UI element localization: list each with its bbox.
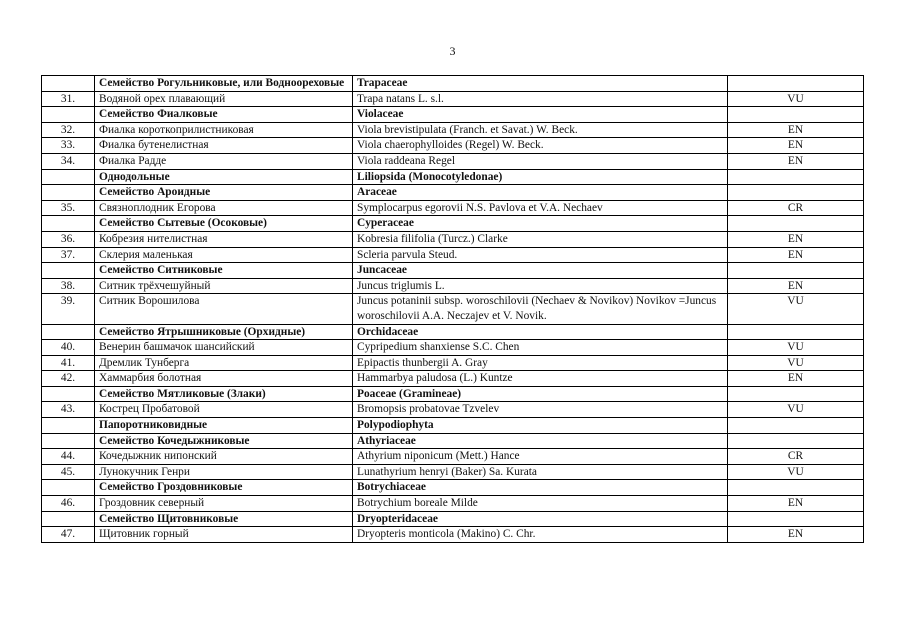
russian-name-cell: Хаммарбия болотная [95, 371, 353, 387]
latin-name-cell: Epipactis thunbergii A. Gray [353, 355, 728, 371]
status-cell [728, 386, 864, 402]
russian-name-cell: Лунокучник Генри [95, 464, 353, 480]
latin-name-cell: Juncaceae [353, 263, 728, 279]
russian-name-cell: Фиалка Радде [95, 153, 353, 169]
status-cell [728, 324, 864, 340]
table-row [42, 231, 864, 247]
row-number-cell: 40. [42, 340, 95, 356]
latin-name-cell: Cyperaceae [353, 216, 728, 232]
family-header-row [42, 185, 864, 201]
row-number-cell: 46. [42, 496, 95, 512]
family-header-row [42, 418, 864, 434]
status-cell [728, 107, 864, 123]
russian-name-cell: Семейство Щитовниковые [95, 511, 353, 527]
latin-name-cell: Botrychiaceae [353, 480, 728, 496]
row-number-cell [42, 216, 95, 232]
row-number-cell: 31. [42, 91, 95, 107]
family-header-row [42, 107, 864, 123]
status-cell: EN [728, 138, 864, 154]
table-row [42, 200, 864, 216]
row-number-cell: 37. [42, 247, 95, 263]
russian-name-cell: Фиалка короткоприлистниковая [95, 122, 353, 138]
latin-name-cell: Trapa natans L. s.l. [353, 91, 728, 107]
latin-name-cell: Polypodiophyta [353, 418, 728, 434]
row-number-cell: 39. [42, 294, 95, 324]
latin-name-cell: Symplocarpus egorovii N.S. Pavlova et V.A. Nechaev [353, 200, 728, 216]
row-number-cell: 47. [42, 527, 95, 543]
row-number-cell [42, 418, 95, 434]
family-header-row [42, 511, 864, 527]
status-cell: EN [728, 247, 864, 263]
family-header-row [42, 386, 864, 402]
russian-name-cell: Семейство Рогульниковые, или Водноореховые [95, 76, 353, 92]
table-row [42, 294, 864, 324]
family-header-row [42, 433, 864, 449]
species-table-body [42, 76, 864, 543]
latin-name-cell: Orchidaceae [353, 324, 728, 340]
latin-name-cell: Viola chaerophylloides (Regel) W. Beck. [353, 138, 728, 154]
table-row [42, 449, 864, 465]
russian-name-cell: Семейство Сытевые (Осоковые) [95, 216, 353, 232]
status-cell [728, 418, 864, 434]
row-number-cell [42, 480, 95, 496]
russian-name-cell: Ситник трёхчешуйный [95, 278, 353, 294]
table-row [42, 402, 864, 418]
latin-name-cell: Hammarbya paludosa (L.) Kuntze [353, 371, 728, 387]
russian-name-cell: Семейство Ситниковые [95, 263, 353, 279]
status-cell: EN [728, 496, 864, 512]
status-cell: EN [728, 527, 864, 543]
table-row [42, 355, 864, 371]
latin-name-cell: Violaceae [353, 107, 728, 123]
russian-name-cell: Семейство Фиалковые [95, 107, 353, 123]
status-cell [728, 76, 864, 92]
row-number-cell: 45. [42, 464, 95, 480]
latin-name-cell: Athyrium niponicum (Mett.) Hance [353, 449, 728, 465]
status-cell: EN [728, 153, 864, 169]
species-table [41, 75, 864, 543]
table-row [42, 496, 864, 512]
row-number-cell [42, 185, 95, 201]
status-cell: VU [728, 91, 864, 107]
family-header-row [42, 480, 864, 496]
row-number-cell: 35. [42, 200, 95, 216]
russian-name-cell: Семейство Ароидные [95, 185, 353, 201]
latin-name-cell: Viola raddeana Regel [353, 153, 728, 169]
russian-name-cell: Кобрезия нителистная [95, 231, 353, 247]
row-number-cell [42, 386, 95, 402]
family-header-row [42, 76, 864, 92]
status-cell: VU [728, 355, 864, 371]
status-cell [728, 433, 864, 449]
russian-name-cell: Ситник Ворошилова [95, 294, 353, 324]
row-number-cell: 38. [42, 278, 95, 294]
row-number-cell [42, 169, 95, 185]
russian-name-cell: Водяной орех плавающий [95, 91, 353, 107]
russian-name-cell: Кочедыжник нипонский [95, 449, 353, 465]
latin-name-cell: Dryopteridaceae [353, 511, 728, 527]
family-header-row [42, 263, 864, 279]
row-number-cell: 42. [42, 371, 95, 387]
russian-name-cell: Папоротниковидные [95, 418, 353, 434]
table-row [42, 527, 864, 543]
latin-name-cell: Araceae [353, 185, 728, 201]
row-number-cell: 32. [42, 122, 95, 138]
russian-name-cell: Семейство Мятликовые (Злаки) [95, 386, 353, 402]
latin-name-cell: Athyriaceae [353, 433, 728, 449]
latin-name-cell: Scleria parvula Steud. [353, 247, 728, 263]
table-row [42, 247, 864, 263]
status-cell: EN [728, 371, 864, 387]
latin-name-cell: Dryopteris monticola (Makino) C. Chr. [353, 527, 728, 543]
russian-name-cell: Венерин башмачок шансийский [95, 340, 353, 356]
table-row [42, 340, 864, 356]
table-row [42, 91, 864, 107]
status-cell: VU [728, 464, 864, 480]
table-row [42, 464, 864, 480]
row-number-cell [42, 433, 95, 449]
row-number-cell [42, 324, 95, 340]
table-row [42, 138, 864, 154]
row-number-cell: 34. [42, 153, 95, 169]
status-cell: EN [728, 278, 864, 294]
russian-name-cell: Семейство Ятрышниковые (Орхидные) [95, 324, 353, 340]
russian-name-cell: Дремлик Тунберга [95, 355, 353, 371]
latin-name-cell: Juncus triglumis L. [353, 278, 728, 294]
family-header-row [42, 324, 864, 340]
row-number-cell: 36. [42, 231, 95, 247]
status-cell: VU [728, 402, 864, 418]
status-cell [728, 216, 864, 232]
status-cell: CR [728, 200, 864, 216]
status-cell [728, 169, 864, 185]
status-cell [728, 480, 864, 496]
russian-name-cell: Однодольные [95, 169, 353, 185]
row-number-cell: 33. [42, 138, 95, 154]
russian-name-cell: Щитовник горный [95, 527, 353, 543]
status-cell [728, 511, 864, 527]
row-number-cell: 41. [42, 355, 95, 371]
row-number-cell [42, 107, 95, 123]
status-cell [728, 185, 864, 201]
family-header-row [42, 216, 864, 232]
russian-name-cell: Фиалка бутенелистная [95, 138, 353, 154]
latin-name-cell: Liliopsida (Monocotyledonae) [353, 169, 728, 185]
status-cell: EN [728, 231, 864, 247]
row-number-cell: 44. [42, 449, 95, 465]
table-row [42, 371, 864, 387]
latin-name-cell: Kobresia filifolia (Turcz.) Clarke [353, 231, 728, 247]
latin-name-cell: Cypripedium shanxiense S.C. Chen [353, 340, 728, 356]
status-cell: VU [728, 294, 864, 324]
latin-name-cell: Juncus potaninii subsp. woroschilovii (Nechaev & Novikov) Novikov =Juncus woroschilovii A.A. Neczajev et V. Novik. [353, 294, 728, 324]
family-header-row [42, 169, 864, 185]
row-number-cell [42, 76, 95, 92]
russian-name-cell: Связноплодник Егорова [95, 200, 353, 216]
latin-name-cell: Trapaceae [353, 76, 728, 92]
latin-name-cell: Poaceae (Gramineae) [353, 386, 728, 402]
status-cell: CR [728, 449, 864, 465]
russian-name-cell: Семейство Гроздовниковые [95, 480, 353, 496]
table-row [42, 278, 864, 294]
russian-name-cell: Склерия маленькая [95, 247, 353, 263]
table-row [42, 122, 864, 138]
latin-name-cell: Lunathyrium henryi (Baker) Sa. Kurata [353, 464, 728, 480]
row-number-cell [42, 511, 95, 527]
status-cell: EN [728, 122, 864, 138]
russian-name-cell: Кострец Пробатовой [95, 402, 353, 418]
russian-name-cell: Гроздовник северный [95, 496, 353, 512]
page-number: 3 [449, 44, 456, 58]
latin-name-cell: Botrychium boreale Milde [353, 496, 728, 512]
row-number-cell: 43. [42, 402, 95, 418]
row-number-cell [42, 263, 95, 279]
status-cell [728, 263, 864, 279]
status-cell: VU [728, 340, 864, 356]
russian-name-cell: Семейство Кочедыжниковые [95, 433, 353, 449]
table-row [42, 153, 864, 169]
latin-name-cell: Viola brevistipulata (Franch. et Savat.) W. Beck. [353, 122, 728, 138]
latin-name-cell: Bromopsis probatovae Tzvelev [353, 402, 728, 418]
